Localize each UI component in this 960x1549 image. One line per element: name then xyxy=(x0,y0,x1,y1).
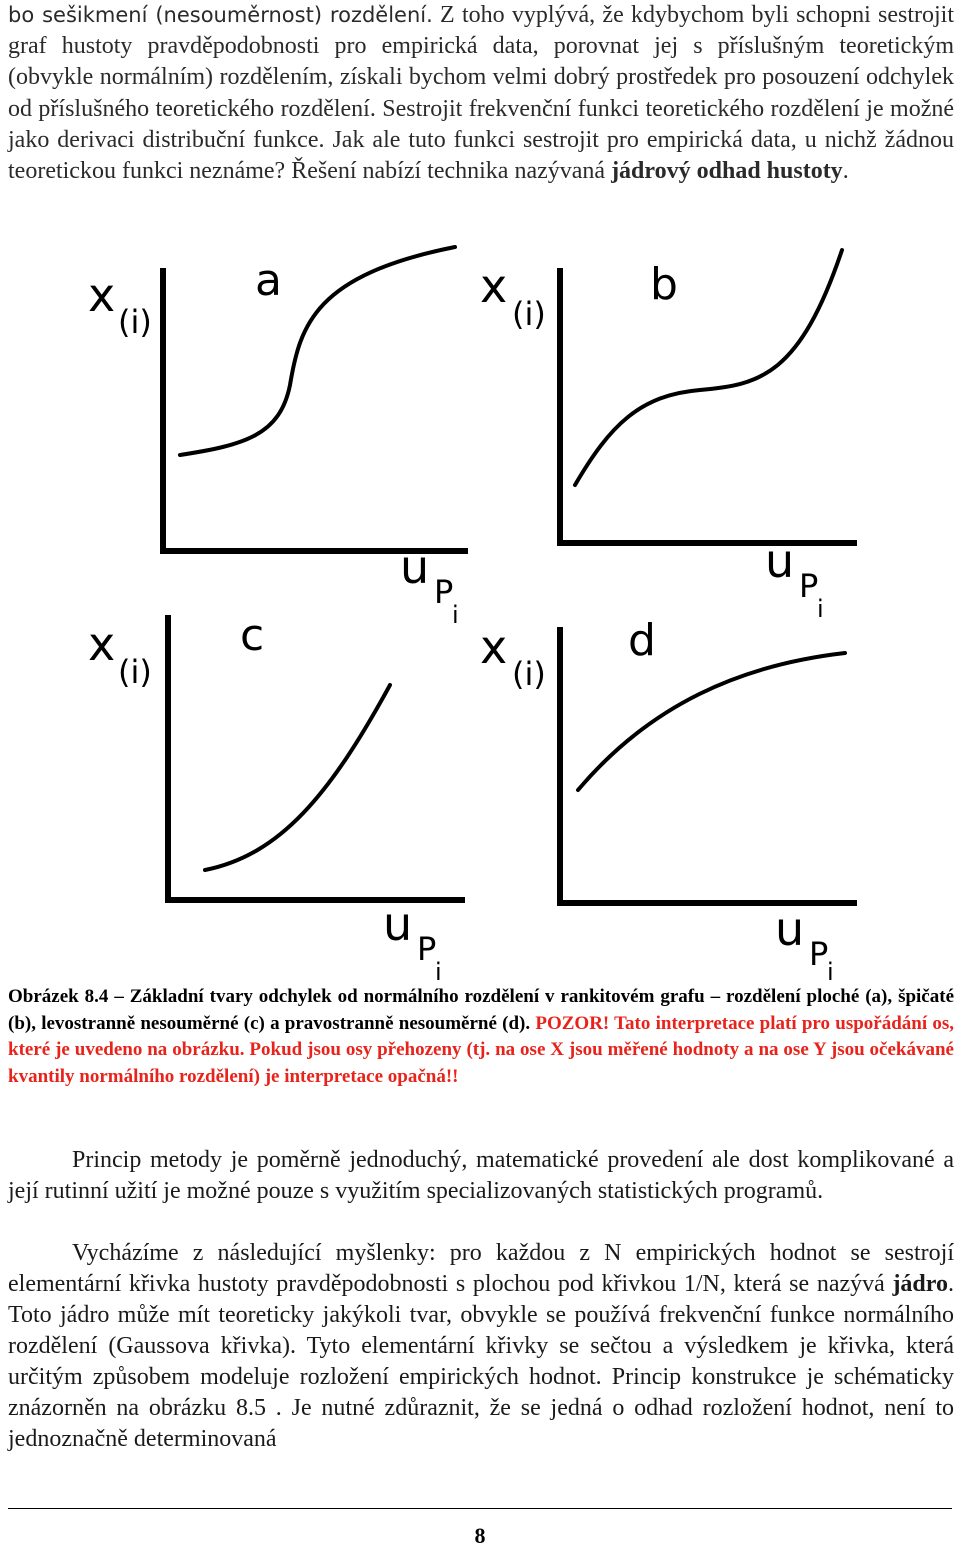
panel-d-curve xyxy=(578,653,845,790)
panel-d xyxy=(480,615,857,980)
intro-paragraph xyxy=(8,0,954,187)
panel-c-xlabel-sub: P xyxy=(417,930,437,968)
body-paragraph-1-text: Princip metody je poměrně jednoduchý, matematické provedení ale dost komplikované a její rutinní užití je možné pouze s využitím specializovaných statistických programů. xyxy=(8,1147,954,1204)
panel-d-xlabel: u xyxy=(775,902,805,956)
rankit-plots-figure xyxy=(0,235,960,980)
panel-a-curve xyxy=(180,247,455,455)
intro-first-line: bo sešikmení (nesouměrnost) rozdělení. xyxy=(8,3,433,27)
panel-c-ylabel: x xyxy=(88,617,116,671)
panel-a-letter: a xyxy=(255,255,282,306)
intro-end: . xyxy=(842,158,849,185)
panel-a-ylabel-sub: (i) xyxy=(118,303,152,341)
body-paragraph-2-text-b: . Toto jádro může mít teoreticky jakýkoli tvar, obvykle se používá frekvenční funkce normálního rozdělení (Gaussova křivka). Tyto elementární křivky se sečtou a výsledkem je křivka, která určitým způsobem modeluje rozložení empirických hodnot. Princip konstrukce je schématicky znázorněn na obrázku 8.5 . Je nutné zdůraznit, že se jedná o odhad rozložení hodnot, není to jednoznačně determinovaná xyxy=(8,1271,954,1452)
panel-a-xlabel-sub: P xyxy=(434,573,454,611)
body-paragraph-2-bold: jádro xyxy=(892,1271,948,1297)
panel-a-xlabel: u xyxy=(400,540,430,594)
caption-main: Obrázek 8.4 – Základní tvary odchylek od normálního rozdělení v rankitovém grafu – rozdělení ploché (a), špičaté (b), levostranně nesouměrné (c) a pravostranně nesouměrné (d). xyxy=(8,986,954,1034)
page-number: 8 xyxy=(474,1523,486,1548)
caption-warning: POZOR! Tato interpretace platí pro uspořádání os, které je uvedeno na obrázku. Pokud jsou osy přehozeny (tj. na ose X jsou měřené hodnoty a na ose Y jsou očekávané kvantily normálního rozdělení) je interpretace opačná!! xyxy=(8,1012,954,1087)
panel-b-letter: b xyxy=(650,259,678,310)
intro-text-b: Sestrojit frekvenční funkci teoretického rozdělení je možné jako derivaci distribuční funkce. Jak ale tuto funkci sestrojit pro empirická data, u nichž žádnou teoretickou funkci neznáme? Řešení nabízí technika nazývaná xyxy=(8,95,954,185)
panel-d-ylabel-sub: (i) xyxy=(512,655,546,693)
figure-caption xyxy=(8,984,954,1090)
panel-b-xlabel-subsub: i xyxy=(817,595,824,623)
panel-b-curve xyxy=(575,250,842,485)
figure-8-4 xyxy=(0,235,960,980)
panel-d-ylabel: x xyxy=(480,620,508,674)
panel-a-ylabel: x xyxy=(88,268,116,322)
panel-b-ylabel: x xyxy=(480,259,508,313)
panel-b xyxy=(480,250,857,623)
panel-c-xlabel-subsub: i xyxy=(435,958,442,980)
panel-c-ylabel-sub: (i) xyxy=(118,653,152,691)
panel-c-curve xyxy=(205,685,390,870)
body-paragraph-2 xyxy=(8,1238,954,1455)
panel-d-letter: d xyxy=(628,615,656,666)
panel-d-xlabel-sub: P xyxy=(809,935,829,973)
panel-b-xlabel: u xyxy=(765,534,795,588)
panel-a-xlabel-subsub: i xyxy=(452,601,459,629)
body-paragraph-2-text-a: Vycházíme z následující myšlenky: pro každou z N empirických hodnot se sestrojí elementární křivka hustoty pravděpodobnosti s plochou pod křivkou 1/N, která se nazývá xyxy=(8,1240,954,1297)
panel-a xyxy=(88,247,468,629)
footer-divider xyxy=(8,1508,952,1509)
panel-d-xlabel-subsub: i xyxy=(827,958,834,980)
panel-c xyxy=(88,610,465,980)
body-paragraph-1 xyxy=(8,1145,954,1207)
intro-text-a: Z toho vyplývá, že kdybychom byli schopni sestrojit graf hustoty pravděpodobnosti pro empirická data, porovnat jej s příslušným teoretickým (obvykle normálním) rozdělením, získali bychom velmi dobrý prostředek pro posouzení odchylek od příslušného teoretického rozdělení. xyxy=(8,2,955,122)
panel-c-letter: c xyxy=(240,610,265,661)
panel-c-xlabel: u xyxy=(383,897,413,951)
panel-b-xlabel-sub: P xyxy=(799,567,819,605)
intro-bold-term: jádrový odhad hustoty xyxy=(611,158,843,185)
panel-b-ylabel-sub: (i) xyxy=(512,295,546,333)
